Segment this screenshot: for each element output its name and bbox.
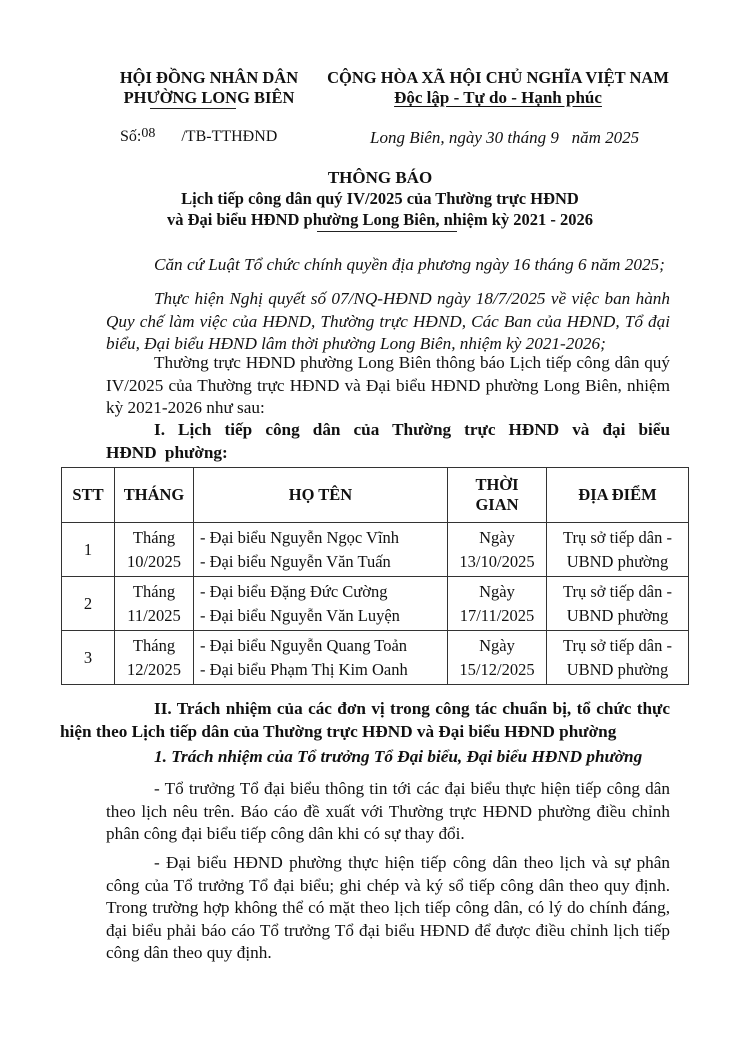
header-month: THÁNG (115, 468, 194, 523)
table-row (62, 631, 689, 685)
national-header (318, 68, 678, 108)
title-line2: Lịch tiếp công dân quý IV/2025 của Thường trực HĐND (181, 189, 579, 208)
cell-stt: 2 (62, 577, 115, 631)
header-stt: STT (62, 468, 115, 523)
cell-place (547, 577, 689, 631)
cell-names (194, 577, 448, 631)
month-value: 11/2025 (127, 605, 181, 625)
intro-paragraph: Thường trực HĐND phường Long Biên thông báo Lịch tiếp công dân quý IV/2025 của Thường trực HĐND và Đại biểu HĐND phường Long Biên, nhiệm kỳ 2021-2026 như sau: (106, 353, 670, 417)
document-title (60, 168, 700, 230)
table-row (62, 523, 689, 577)
month-value: 12/2025 (126, 659, 182, 679)
document-number (120, 126, 277, 146)
document-code: /TB-TTHĐND (181, 128, 278, 145)
responsibility-paragraph-1: - Tổ trưởng Tổ đại biểu thông tin tới các đại biểu thực hiện tiếp công dân theo lịch nêu trên. Báo cáo đề xuất với Thường trực HĐND phường điều chỉnh phân công đại biểu tiếp công dân khi có sự thay đổi. (106, 779, 670, 843)
cell-names (194, 631, 448, 685)
place-line1: Trụ sở tiếp dân - (563, 581, 672, 601)
cell-names (194, 523, 448, 577)
cell-place (547, 631, 689, 685)
table-header-row (62, 468, 689, 523)
delegate-name: - Đại biểu Nguyễn Văn Tuấn (200, 551, 391, 571)
section-1-heading: I. Lịch tiếp công dân của Thường trực HĐND và đại biểu HĐND phường: (106, 420, 670, 462)
schedule-table (61, 467, 689, 685)
date-value: 17/11/2025 (459, 605, 535, 625)
issuing-body (100, 68, 318, 108)
section-2-heading: II. Trách nhiệm của các đơn vị trong công tác chuẩn bị, tổ chức thực hiện theo Lịch tiếp dân của Thường trực HĐND và Đại biểu HĐND phường (60, 699, 670, 741)
place-line1: Trụ sở tiếp dân - (563, 527, 672, 547)
cell-date (448, 523, 547, 577)
date-value: 15/12/2025 (459, 659, 535, 679)
cell-stt: 3 (62, 631, 115, 685)
cell-date (448, 631, 547, 685)
date-label: Ngày (479, 527, 515, 547)
place-date: Long Biên, ngày 30 tháng 9 năm 2025 (370, 128, 640, 147)
cell-month (115, 523, 194, 577)
legal-basis-1: Căn cứ Luật Tổ chức chính quyền địa phương ngày 16 tháng 6 năm 2025; (154, 255, 665, 274)
issuing-body-underline (150, 108, 236, 109)
month-label: Tháng (132, 581, 176, 601)
document-number-prefix: Số: (120, 128, 142, 145)
title-underline (317, 231, 457, 232)
title-main: THÔNG BÁO (327, 168, 433, 187)
month-value: 10/2025 (126, 551, 182, 571)
document-number-value: 08 (141, 126, 156, 141)
cell-month (115, 631, 194, 685)
national-motto: Độc lập - Tự do - Hạnh phúc (394, 88, 602, 107)
title-line3: và Đại biểu HĐND phường Long Biên, nhiệm kỳ 2021 - 2026 (166, 210, 594, 229)
date-label: Ngày (479, 635, 515, 655)
header-time-line2: GIAN (475, 495, 519, 514)
place-line1: Trụ sở tiếp dân - (563, 635, 672, 655)
subsection-1-heading: 1. Trách nhiệm của Tổ trưởng Tổ Đại biểu, Đại biểu HĐND phường (154, 747, 643, 766)
delegate-name: - Đại biểu Đặng Đức Cường (200, 581, 388, 601)
place-line2: UBND phường (566, 605, 669, 625)
header-place: ĐỊA ĐIỂM (547, 468, 689, 523)
header-time (448, 468, 547, 523)
date-value: 13/10/2025 (459, 551, 535, 571)
month-label: Tháng (132, 527, 176, 547)
delegate-name: - Đại biểu Nguyễn Ngọc Vĩnh (200, 527, 400, 547)
cell-month (115, 577, 194, 631)
header-time-line1: THỜI (475, 475, 519, 494)
header-name: HỌ TÊN (194, 468, 448, 523)
date-label: Ngày (479, 581, 515, 601)
place-line2: UBND phường (566, 659, 669, 679)
delegate-name: - Đại biểu Nguyễn Quang Toản (200, 635, 408, 655)
table-row (62, 577, 689, 631)
cell-stt: 1 (62, 523, 115, 577)
month-label: Tháng (132, 635, 176, 655)
issuing-body-line1: HỘI ĐỒNG NHÂN DÂN (119, 68, 299, 87)
national-title: CỘNG HÒA XÃ HỘI CHỦ NGHĨA VIỆT NAM (327, 68, 669, 87)
place-line2: UBND phường (566, 551, 669, 571)
cell-date (448, 577, 547, 631)
cell-place (547, 523, 689, 577)
issuing-body-line2: PHƯỜNG LONG BIÊN (123, 88, 295, 107)
delegate-name: - Đại biểu Nguyễn Văn Luyện (200, 605, 400, 625)
responsibility-paragraph-2: - Đại biểu HĐND phường thực hiện tiếp công dân theo lịch và sự phân công của Tổ trưởng Tổ đại biểu; ghi chép và ký sổ tiếp công dân theo quy định. Trong trường hợp không thể có mặt theo lịch tiếp công dân, có lý do chính đáng, đại biểu phải báo cáo Tổ trưởng Tổ đại biểu HĐND để được điều chỉnh lịch tiếp công dân theo quy định. (106, 853, 670, 962)
legal-basis-2: Thực hiện Nghị quyết số 07/NQ-HĐND ngày 18/7/2025 về việc ban hành Quy chế làm việc của HĐND, Thường trực HĐND, Các Ban của HĐND, Tổ đại biểu, Đại biểu HĐND lâm thời phường Long Biên, nhiệm kỳ 2021-2026; (106, 289, 670, 353)
delegate-name: - Đại biểu Phạm Thị Kim Oanh (200, 659, 408, 679)
